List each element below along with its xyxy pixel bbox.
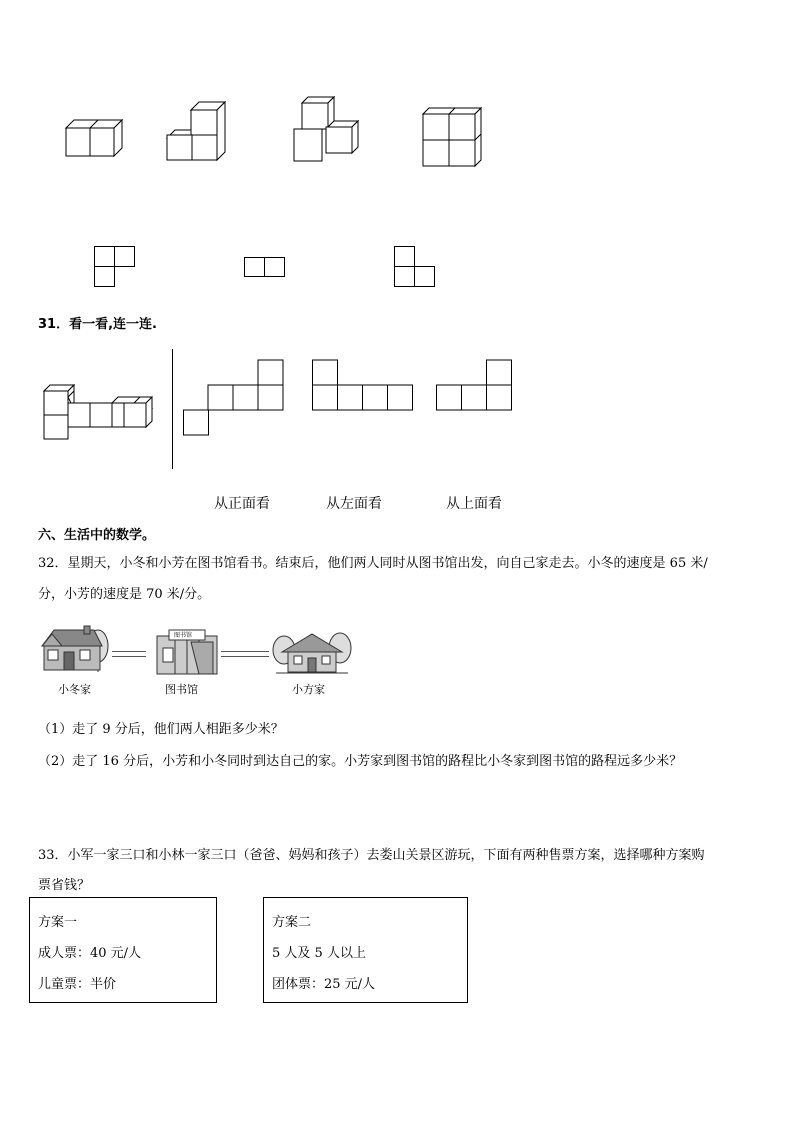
- plan-one-child-price: 儿童票：半价: [38, 977, 117, 992]
- cube-figure-4: [421, 106, 483, 168]
- section-6-title: 六、生活中的数学。: [38, 528, 156, 543]
- view-front-shape: [183, 358, 287, 438]
- question-33-line-1: 33．小军一家三口和小林一家三口（爸爸、妈妈和孩子）去娄山关景区游玩，下面有两种售票方案，选择哪种方案购: [38, 848, 705, 863]
- label-xiaofang-home: 小方家: [292, 683, 325, 696]
- question-32-sub-2: （2）走了 16 分后，小芳和小冬同时到达自己的家。小芳家到图书馆的路程比小冬家到图书馆的路程远多少米？: [38, 754, 683, 769]
- view-top-shape: [435, 358, 515, 414]
- question-33-line-2: 票省钱？: [38, 878, 91, 893]
- cube-figure-2: [165, 100, 227, 162]
- plan-one-title: 方案一: [38, 915, 78, 930]
- road-left: [112, 651, 146, 657]
- label-xiaodong-home: 小冬家: [58, 683, 91, 696]
- question-31-title: 31．看一看,连一连.: [38, 317, 157, 332]
- road-right: [221, 651, 269, 657]
- cube-figure-3: [292, 95, 362, 163]
- view-shape-a: [94, 246, 136, 288]
- view-label-top: 从上面看: [446, 496, 502, 512]
- plan-two-condition: 5 人及 5 人以上: [272, 946, 366, 961]
- plan-two-title: 方案二: [272, 915, 312, 930]
- question-32-line-2: 分，小芳的速度是 70 米/分。: [38, 587, 211, 602]
- view-shape-b: [244, 257, 286, 279]
- library-sign: 图书馆: [174, 632, 193, 639]
- plan-two-group-price: 团体票：25 元/人: [272, 977, 376, 992]
- cube-solid-figure: [42, 383, 157, 441]
- view-left-shape: [311, 358, 415, 414]
- plan-two-box: [263, 897, 468, 1003]
- view-shape-c: [394, 246, 436, 288]
- label-library: 图书馆: [165, 683, 198, 696]
- view-label-left: 从左面看: [326, 496, 382, 512]
- view-label-front: 从正面看: [214, 496, 270, 512]
- cube-figure-1: [64, 116, 124, 156]
- xiaodong-house-illustration: [40, 624, 112, 674]
- divider-line: [172, 349, 173, 469]
- question-32-line-1: 32．星期天，小冬和小芳在图书馆看书。结束后，他们两人同时从图书馆出发，向自己家走去。小冬的速度是 65 米/: [38, 556, 708, 571]
- xiaofang-house-illustration: [272, 630, 352, 676]
- plan-one-box: [29, 897, 217, 1003]
- question-32-sub-1: （1）走了 9 分后，他们两人相距多少米？: [38, 722, 284, 737]
- plan-one-adult-price: 成人票：40 元/人: [38, 946, 142, 961]
